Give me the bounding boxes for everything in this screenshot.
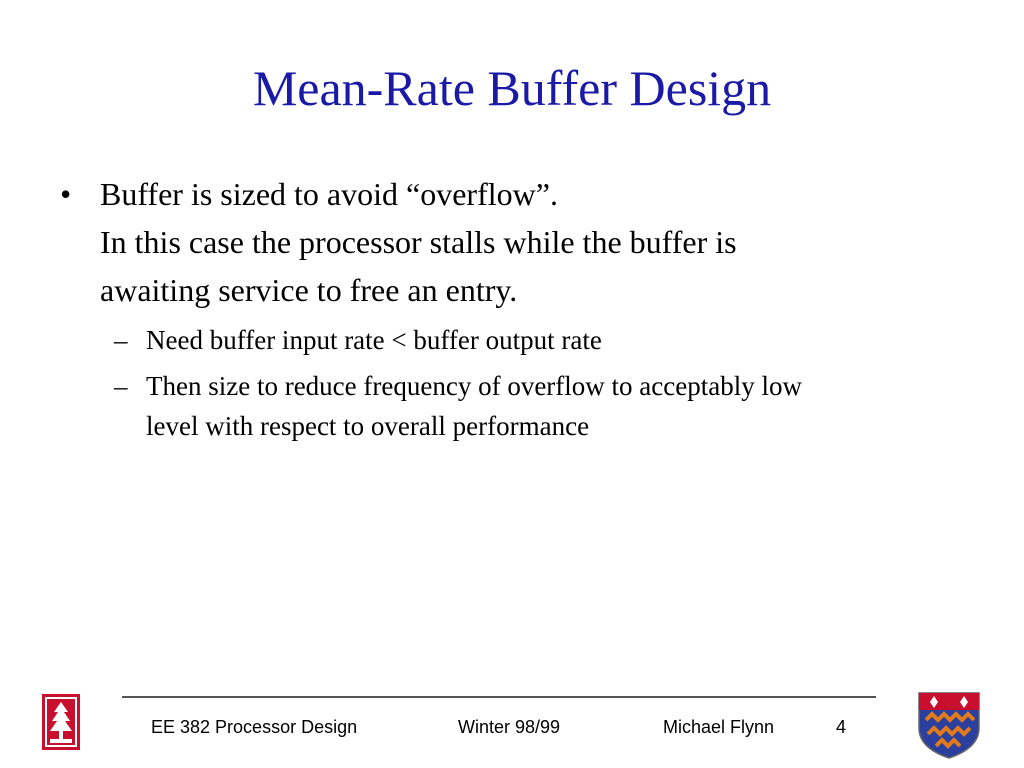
slide-title: Mean-Rate Buffer Design [252, 60, 772, 116]
sub-bullet-marker: – [114, 371, 128, 401]
sub-bullet-item [60, 366, 990, 446]
sub-bullet-line: level with respect to overall performance [146, 411, 590, 441]
university-crest-shield-icon [916, 690, 982, 760]
bullet-item [60, 170, 990, 314]
sub-bullet-marker: – [114, 325, 128, 355]
bullet-marker: • [60, 176, 72, 212]
footer-term: Winter 98/99 [458, 717, 561, 737]
footer-page-number: 4 [836, 717, 847, 737]
footer-course: EE 382 Processor Design [151, 717, 358, 737]
slide-body [60, 170, 990, 446]
footer-divider [122, 696, 876, 698]
bullet-line: awaiting service to free an entry. [100, 272, 518, 308]
bullet-line: In this case the processor stalls while the buffer is [100, 224, 737, 260]
sub-bullet-line: Need buffer input rate < buffer output rate [146, 325, 602, 355]
bullet-line: Buffer is sized to avoid “overflow”. [100, 176, 558, 212]
sub-bullet-line: Then size to reduce frequency of overflow to acceptably low [146, 371, 802, 401]
footer-author: Michael Flynn [663, 717, 775, 737]
sub-bullet-item [60, 320, 990, 360]
stanford-tree-seal-icon [38, 690, 84, 754]
